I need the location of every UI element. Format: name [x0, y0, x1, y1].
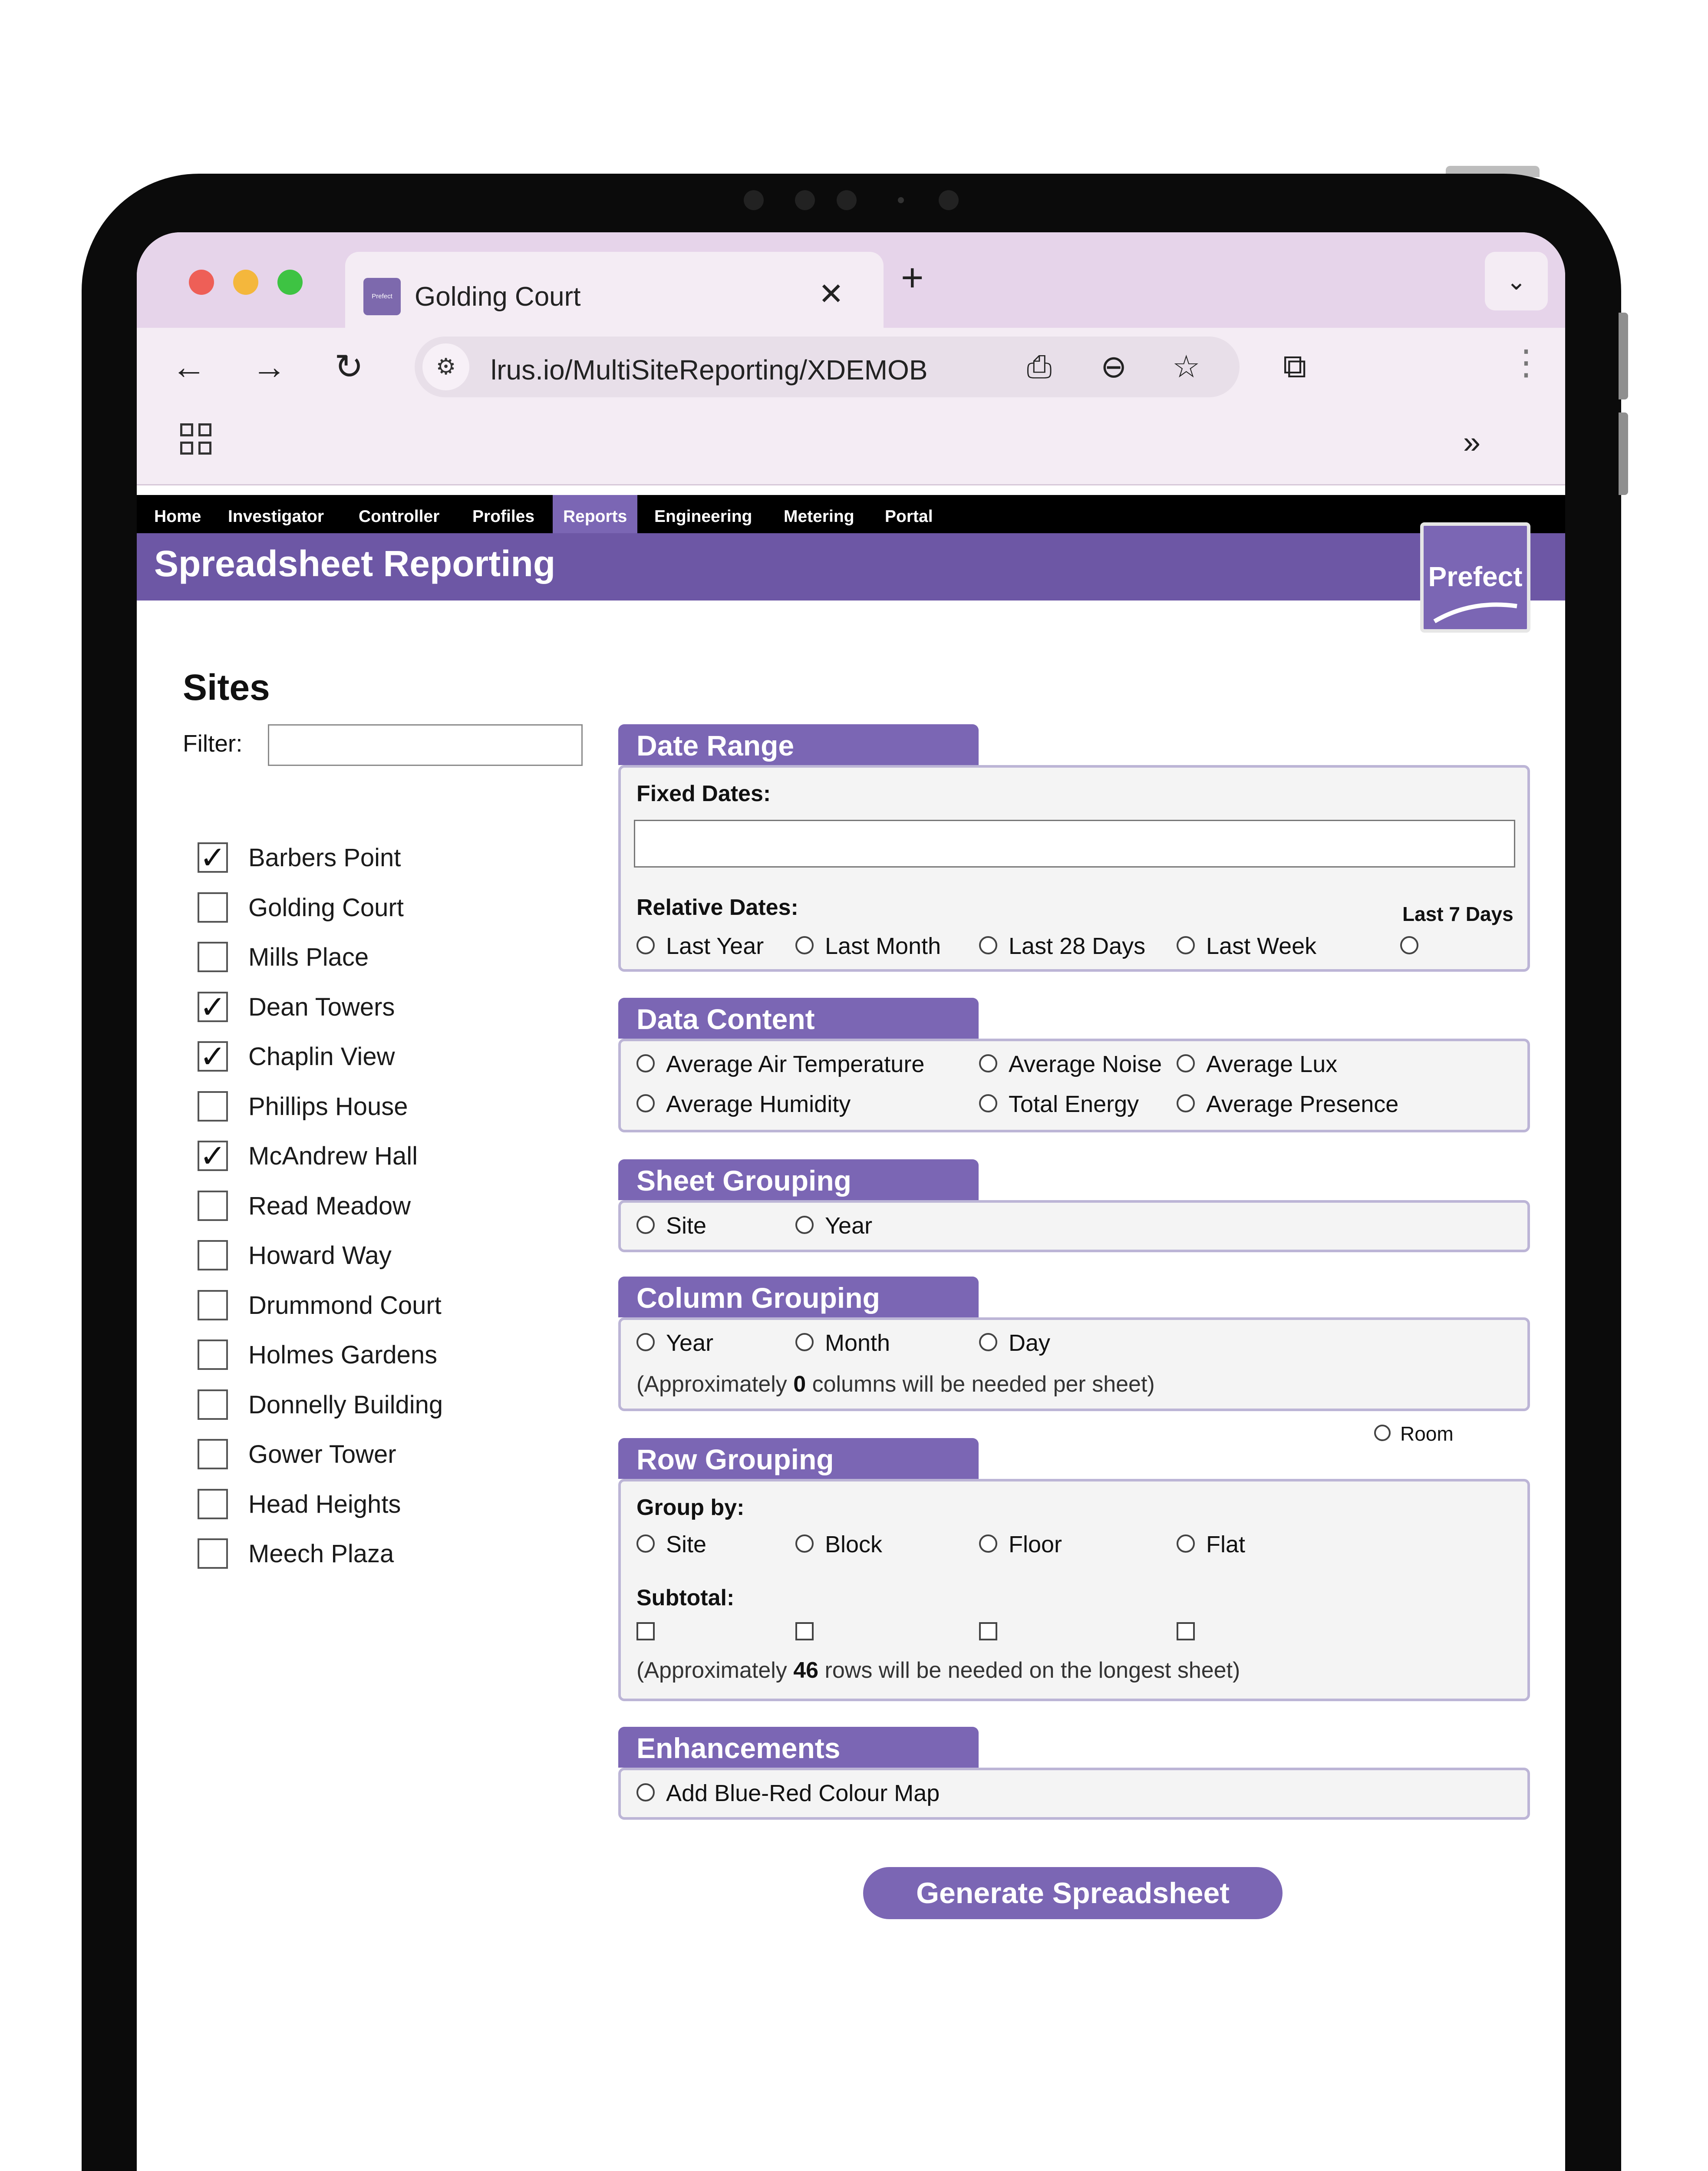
fixed-dates-label: Fixed Dates: [636, 781, 771, 806]
radio-label: Month [825, 1330, 890, 1356]
browser-toolbar [137, 328, 1565, 404]
subtotal-block-checkbox[interactable] [795, 1622, 814, 1640]
sites-heading: Sites [183, 667, 270, 708]
back-arrow-icon[interactable]: ← [171, 347, 206, 386]
bookmark-star-icon[interactable]: ☆ [1172, 350, 1200, 384]
url-text[interactable]: lrus.io/MultiSiteReporting/XDEMOB [491, 354, 928, 386]
site-label: Phillips House [248, 1092, 408, 1121]
radio-button[interactable] [636, 1054, 655, 1072]
radio-button[interactable] [979, 936, 997, 954]
radio-button[interactable] [795, 1333, 814, 1351]
last-7-days-label: Last 7 Days [1402, 903, 1513, 925]
nav-reports[interactable]: Reports [553, 495, 637, 533]
radio-button[interactable] [979, 1534, 997, 1553]
columns-count: 0 [793, 1372, 806, 1397]
radio-button[interactable] [795, 1534, 814, 1553]
site-checkbox[interactable] [198, 1240, 228, 1270]
radio-label: Floor [1009, 1531, 1062, 1557]
site-checkbox[interactable] [198, 1389, 228, 1420]
subtotal-floor-checkbox[interactable] [979, 1622, 997, 1640]
camera-sensor [837, 190, 857, 210]
data-content-panel [618, 1039, 1530, 1132]
menu-icon[interactable]: ⋮ [1509, 343, 1543, 382]
filter-input[interactable] [268, 724, 583, 766]
radio-button[interactable] [979, 1333, 997, 1351]
window-minimize-button[interactable] [233, 270, 258, 295]
site-nav [137, 495, 1565, 533]
rows-estimate: (Approximately 46 rows will be needed on the longest sheet) [636, 1658, 1240, 1683]
logo-swoosh-icon [1432, 595, 1519, 626]
favicon-icon: Prefect [363, 278, 401, 315]
enhancements-panel [618, 1768, 1530, 1820]
page-title: Spreadsheet Reporting [154, 543, 556, 584]
radio-button[interactable] [795, 936, 814, 954]
radio-button[interactable] [1374, 1425, 1391, 1441]
radio-label: Site [666, 1531, 707, 1557]
radio-button[interactable] [979, 1094, 997, 1112]
browser-tab-bar [137, 232, 1565, 328]
site-checkbox[interactable] [198, 1340, 228, 1370]
radio-label: Total Energy [1009, 1091, 1139, 1117]
site-label: Meech Plaza [248, 1540, 394, 1568]
radio-button[interactable] [1177, 936, 1195, 954]
address-bar[interactable] [415, 337, 1240, 397]
nav-portal[interactable]: Portal [885, 507, 933, 526]
radio-label: Room [1400, 1422, 1454, 1445]
radio-button[interactable] [1177, 1094, 1195, 1112]
site-label: Barbers Point [248, 844, 401, 872]
relative-dates-label: Relative Dates: [636, 895, 798, 920]
column-grouping-header: Column Grouping [618, 1277, 979, 1317]
window-close-button[interactable] [189, 270, 214, 295]
reload-icon[interactable]: ↻ [334, 347, 364, 386]
subtotal-site-checkbox[interactable] [636, 1622, 655, 1640]
site-label: Drummond Court [248, 1291, 442, 1320]
nav-engineering[interactable]: Engineering [654, 507, 752, 526]
title-bar [137, 533, 1565, 600]
install-icon[interactable]: ⎙ [1027, 350, 1052, 384]
site-checkbox[interactable] [198, 1439, 228, 1469]
filter-label: Filter: [183, 730, 243, 757]
close-icon[interactable]: ✕ [818, 277, 844, 311]
radio-label: Average Lux [1206, 1051, 1338, 1077]
bookmarks-bar [137, 404, 1565, 485]
radio-button[interactable] [636, 1094, 655, 1112]
site-label: Dean Towers [248, 993, 395, 1021]
site-label: Gower Tower [248, 1440, 396, 1468]
prefect-logo[interactable] [1420, 522, 1530, 633]
sheet-grouping-panel [618, 1200, 1530, 1252]
nav-home[interactable]: Home [154, 507, 201, 526]
group-by-label: Group by: [636, 1495, 745, 1520]
apps-grid-icon[interactable] [180, 423, 215, 458]
radio-label: Last Month [825, 933, 941, 959]
site-label: Read Meadow [248, 1192, 411, 1220]
site-info-icon[interactable]: ⚙ [422, 343, 469, 390]
logo-text: Prefect [1428, 561, 1523, 592]
camera-sensor [744, 190, 764, 210]
tablet-volume-down-button [1619, 412, 1628, 495]
radio-button[interactable] [636, 1333, 655, 1351]
tab-title: Golding Court [415, 282, 581, 312]
date-range-panel [618, 765, 1530, 972]
nav-profiles[interactable]: Profiles [472, 507, 535, 526]
row-grouping-panel [618, 1479, 1530, 1701]
site-checkbox[interactable]: ✓ [198, 1041, 228, 1072]
site-label: Golding Court [248, 894, 404, 922]
screen [137, 232, 1565, 2171]
radio-label: Year [666, 1330, 714, 1356]
site-label: Head Heights [248, 1490, 401, 1518]
site-label: McAndrew Hall [248, 1142, 418, 1170]
generate-spreadsheet-button[interactable]: Generate Spreadsheet [863, 1867, 1283, 1919]
site-label: Howard Way [248, 1241, 392, 1270]
browser-tab[interactable] [345, 252, 884, 328]
radio-label: Year [825, 1213, 873, 1239]
radio-button[interactable] [1177, 1054, 1195, 1072]
nav-metering[interactable]: Metering [784, 507, 854, 526]
radio-label: Average Humidity [666, 1091, 851, 1117]
row-grouping-header: Row Grouping [618, 1438, 979, 1479]
sheet-grouping-header: Sheet Grouping [618, 1159, 979, 1200]
radio-button[interactable] [1400, 936, 1418, 954]
chevron-down-icon[interactable]: ⌄ [1485, 252, 1548, 310]
window-maximize-button[interactable] [277, 270, 303, 295]
camera-sensor [939, 190, 959, 210]
site-label: Chaplin View [248, 1043, 395, 1071]
radio-button[interactable] [795, 1216, 814, 1234]
radio-label: Site [666, 1213, 707, 1239]
radio-label: Average Air Temperature [666, 1051, 925, 1077]
radio-label: Last 28 Days [1009, 933, 1146, 959]
site-label: Holmes Gardens [248, 1341, 438, 1369]
rows-count: 46 [793, 1658, 819, 1683]
site-checkbox[interactable] [198, 1191, 228, 1221]
radio-label: Last Week [1206, 933, 1317, 959]
radio-button[interactable] [636, 1216, 655, 1234]
zoom-out-icon[interactable]: ⊖ [1101, 350, 1127, 384]
column-grouping-panel [618, 1317, 1530, 1411]
site-checkbox[interactable]: ✓ [198, 842, 228, 873]
radio-button[interactable] [636, 1534, 655, 1553]
date-range-header: Date Range [618, 724, 979, 765]
radio-button[interactable] [636, 1783, 655, 1801]
site-checkbox[interactable] [198, 1290, 228, 1320]
tablet-volume-up-button [1619, 313, 1628, 399]
site-checkbox[interactable] [198, 942, 228, 972]
fixed-dates-input[interactable] [634, 820, 1515, 868]
forward-arrow-icon[interactable]: → [252, 347, 287, 386]
subtotal-label: Subtotal: [636, 1585, 735, 1610]
enhancements-header: Enhancements [618, 1727, 979, 1768]
data-content-header: Data Content [618, 998, 979, 1039]
radio-label: Flat [1206, 1531, 1246, 1557]
nav-controller[interactable]: Controller [359, 507, 440, 526]
radio-label: Add Blue-Red Colour Map [666, 1780, 940, 1806]
plus-icon[interactable]: + [901, 256, 924, 300]
site-checkbox[interactable] [198, 892, 228, 923]
subtotal-flat-checkbox[interactable] [1177, 1622, 1195, 1640]
site-checkbox[interactable] [198, 1538, 228, 1569]
more-bookmarks-icon[interactable]: » [1463, 425, 1481, 460]
site-checkbox[interactable] [198, 1091, 228, 1122]
radio-button[interactable] [636, 936, 655, 954]
camera-dot [898, 197, 904, 203]
radio-label: Average Presence [1206, 1091, 1399, 1117]
nav-investigator[interactable]: Investigator [228, 507, 324, 526]
site-label: Donnelly Building [248, 1391, 443, 1419]
site-checkbox[interactable] [198, 1489, 228, 1519]
site-checkbox[interactable]: ✓ [198, 1141, 228, 1171]
columns-estimate: (Approximately 0 columns will be needed per sheet) [636, 1372, 1155, 1397]
radio-button[interactable] [1177, 1534, 1195, 1553]
radio-label: Average Noise [1009, 1051, 1162, 1077]
radio-button[interactable] [979, 1054, 997, 1072]
site-checkbox[interactable]: ✓ [198, 992, 228, 1022]
extensions-icon[interactable]: ⧉ [1283, 348, 1307, 385]
camera-lens [795, 190, 815, 210]
site-label: Mills Place [248, 943, 369, 971]
radio-label: Last Year [666, 933, 764, 959]
radio-label: Day [1009, 1330, 1051, 1356]
radio-label: Block [825, 1531, 883, 1557]
